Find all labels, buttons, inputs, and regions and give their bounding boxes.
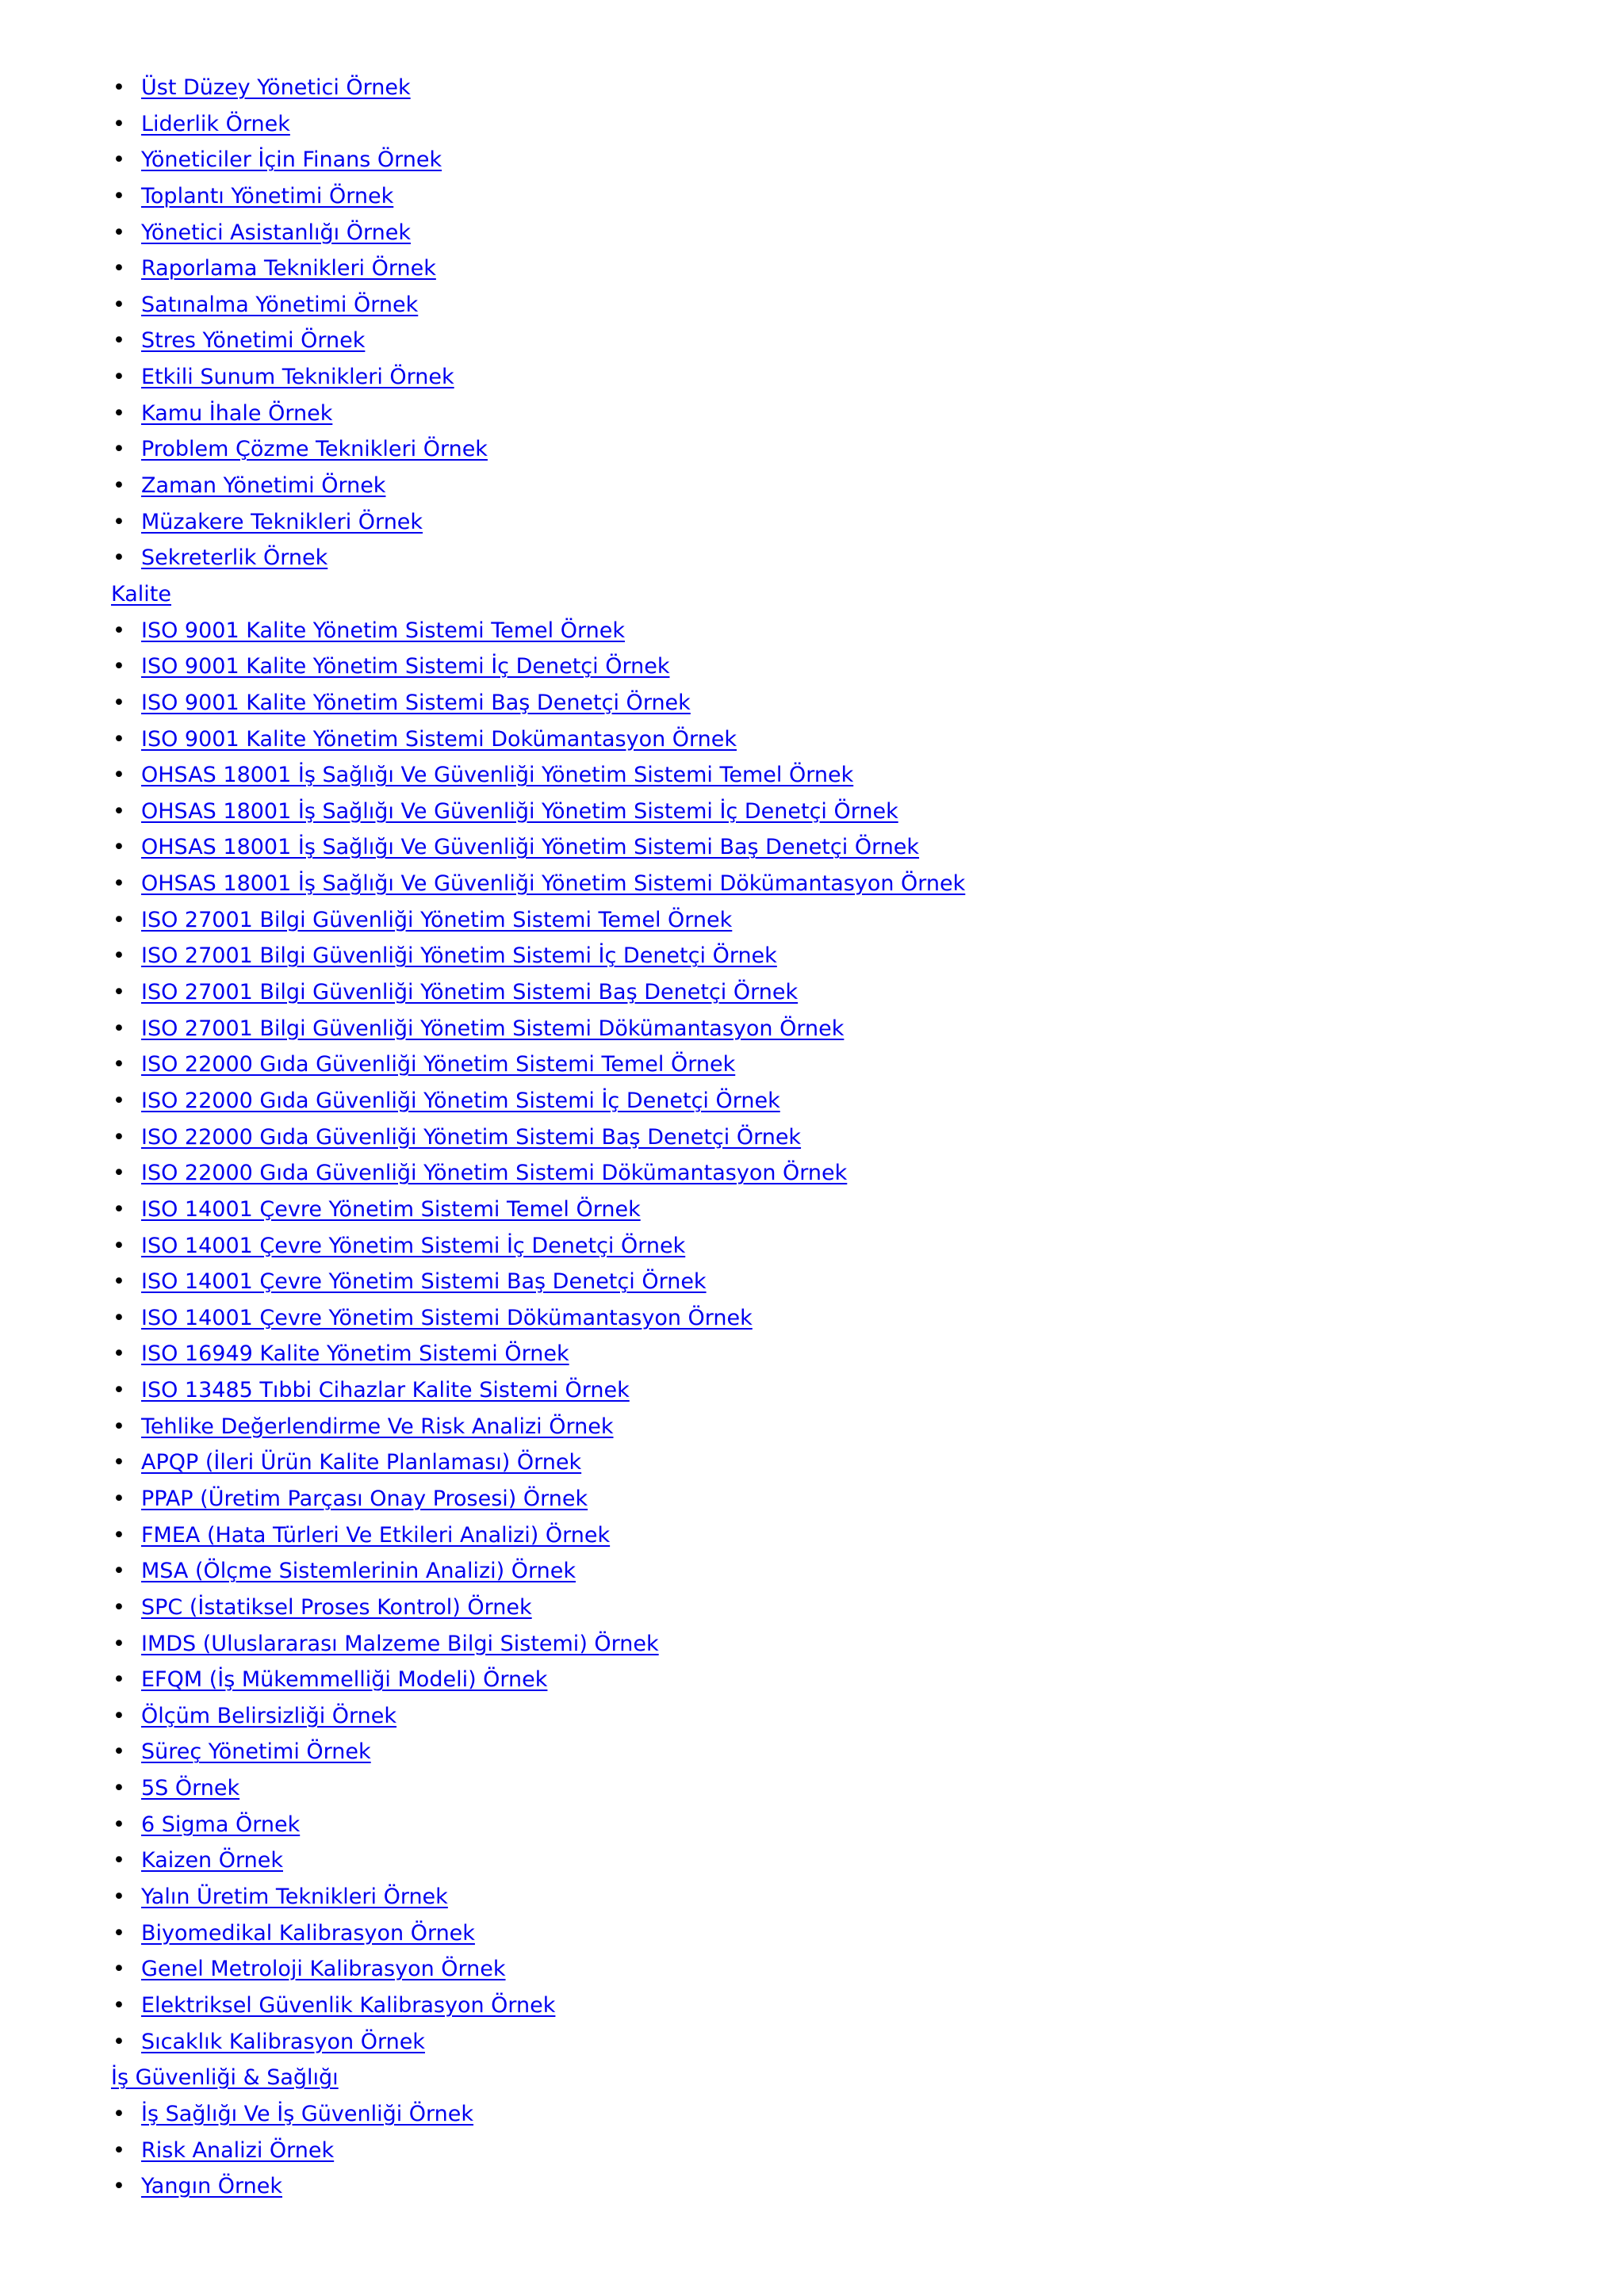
list-item (111, 1951, 1507, 1988)
bullet-icon: • (113, 1992, 125, 2018)
list-item-link[interactable]: 6 Sigma Örnek (141, 1812, 301, 1837)
list-item (111, 142, 1507, 178)
list-item (111, 323, 1507, 359)
bullet-icon: • (113, 1124, 125, 1150)
list-item-link[interactable]: ISO 14001 Çevre Yönetim Sistemi Baş Denetçi Örnek (141, 1269, 707, 1295)
list-item (111, 1662, 1507, 1698)
list-item-link[interactable]: Stres Yönetimi Örnek (141, 328, 366, 354)
bullet-icon: • (113, 835, 125, 860)
bullet-icon: • (113, 618, 125, 643)
list-item (111, 1481, 1507, 1517)
list-item (111, 2096, 1507, 2133)
list-item (111, 1734, 1507, 1770)
bullet-icon: • (113, 473, 125, 499)
list-item-link[interactable]: ISO 14001 Çevre Yönetim Sistemi Dökümantasyon Örnek (141, 1305, 753, 1330)
list-item (111, 938, 1507, 974)
list-item-link[interactable]: Liderlik Örnek (141, 111, 290, 136)
list-item-link[interactable]: ISO 27001 Bilgi Güvenliği Yönetim Sistemi Baş Denetçi Örnek (141, 980, 799, 1005)
list-item-link[interactable]: Sekreterlik Örnek (141, 545, 328, 571)
list-item (111, 396, 1507, 432)
list-item (111, 1698, 1507, 1735)
list-item-link[interactable]: EFQM (İş Mükemmelliği Modeli) Örnek (141, 1667, 548, 1693)
bullet-icon: • (113, 1305, 125, 1330)
bullet-icon: • (113, 1161, 125, 1186)
list-item (111, 794, 1507, 830)
bullet-icon: • (113, 1812, 125, 1837)
list-item (111, 721, 1507, 758)
bullet-icon: • (113, 1703, 125, 1728)
list-item-link[interactable]: ISO 16949 Kalite Yönetim Sistemi Örnek (141, 1341, 569, 1367)
bullet-icon: • (113, 1088, 125, 1113)
bullet-icon: • (113, 1269, 125, 1295)
list-item (111, 540, 1507, 576)
list-item-link[interactable]: Elektriksel Güvenlik Kalibrasyon Örnek (141, 1992, 556, 2018)
bullet-icon: • (113, 1739, 125, 1765)
bullet-icon: • (113, 1341, 125, 1367)
list-item (111, 613, 1507, 649)
list-item (111, 1843, 1507, 1879)
bullet-icon: • (113, 545, 125, 571)
list-item (111, 1119, 1507, 1156)
list-item-link[interactable]: ISO 22000 Gıda Güvenliği Yönetim Sistemi İç Denetçi Örnek (141, 1088, 780, 1113)
list-item-link[interactable]: 5S Örnek (141, 1776, 240, 1801)
bullet-icon: • (113, 1559, 125, 1584)
list-item (111, 1228, 1507, 1265)
section-heading-link-text[interactable]: İş Güvenliği & Sağlığı (111, 2065, 339, 2091)
list-item (111, 1590, 1507, 1626)
list-item-link[interactable]: ISO 9001 Kalite Yönetim Sistemi Baş Denetçi Örnek (141, 690, 691, 715)
list-item-link[interactable]: OHSAS 18001 İş Sağlığı Ve Güvenliği Yönetim Sistemi Temel Örnek (141, 763, 854, 788)
bullet-icon: • (113, 1667, 125, 1693)
list-item (111, 215, 1507, 251)
list-item-link[interactable]: ISO 27001 Bilgi Güvenliği Yönetim Sistemi Temel Örnek (141, 907, 733, 932)
bullet-icon: • (113, 1776, 125, 1801)
list-item (111, 829, 1507, 866)
list-item-link[interactable]: Üst Düzey Yönetici Örnek (141, 75, 411, 100)
bullet-icon: • (113, 220, 125, 245)
list-item-link[interactable]: ISO 9001 Kalite Yönetim Sistemi Temel Örnek (141, 618, 625, 643)
bullet-icon: • (113, 1885, 125, 1910)
list-item (111, 1988, 1507, 2024)
list-item (111, 1264, 1507, 1300)
bullet-icon: • (113, 798, 125, 824)
list-item-link[interactable]: Toplantı Yönetimi Örnek (141, 183, 394, 209)
bullet-icon: • (113, 690, 125, 715)
list-item-link[interactable]: Problem Çözme Teknikleri Örnek (141, 437, 488, 462)
bullet-icon: • (113, 509, 125, 534)
list-item-link[interactable]: OHSAS 18001 İş Sağlığı Ve Güvenliği Yönetim Sistemi Baş Denetçi Örnek (141, 835, 920, 860)
list-item-link[interactable]: ISO 27001 Bilgi Güvenliği Yönetim Sistemi Dökümantasyon Örnek (141, 1016, 845, 1041)
list-item (111, 1372, 1507, 1409)
list-item-link[interactable]: ISO 9001 Kalite Yönetim Sistemi Dokümantasyon Örnek (141, 726, 737, 752)
list-item-link[interactable]: Yöneticiler İçin Finans Örnek (141, 147, 442, 173)
list-item-link[interactable]: SPC (İstatiksel Proses Kontrol) Örnek (141, 1594, 532, 1620)
bullet-icon: • (113, 726, 125, 752)
bullet-icon: • (113, 871, 125, 897)
list-item (111, 106, 1507, 143)
list-item-link[interactable]: İş Sağlığı Ve İş Güvenliği Örnek (141, 2101, 474, 2126)
list-item (111, 431, 1507, 468)
list-item-link[interactable]: Yönetici Asistanlığı Örnek (141, 220, 411, 245)
bullet-icon: • (113, 437, 125, 462)
bullet-icon: • (113, 328, 125, 354)
list-item (111, 649, 1507, 685)
list-item-link[interactable]: ISO 22000 Gıda Güvenliği Yönetim Sistemi Temel Örnek (141, 1052, 736, 1077)
list-item (111, 902, 1507, 939)
list-item (111, 1047, 1507, 1083)
list-item (111, 1553, 1507, 1590)
list-item (111, 757, 1507, 794)
section-heading-link (111, 576, 1507, 613)
list-item-link[interactable]: Biyomedikal Kalibrasyon Örnek (141, 1920, 475, 1946)
list-item-link[interactable]: APQP (İleri Ürün Kalite Planlaması) Örnek (141, 1450, 582, 1475)
bullet-icon: • (113, 2101, 125, 2126)
list-item (111, 1807, 1507, 1843)
bullet-icon: • (113, 1450, 125, 1475)
bullet-icon: • (113, 1378, 125, 1403)
list-item (111, 1770, 1507, 1807)
list-item-link[interactable]: Satınalma Yönetimi Örnek (141, 292, 419, 317)
bullet-icon: • (113, 763, 125, 788)
list-item-link[interactable]: ISO 22000 Gıda Güvenliği Yönetim Sistemi Baş Denetçi Örnek (141, 1124, 802, 1150)
list-item-link[interactable]: Müzakere Teknikleri Örnek (141, 509, 423, 534)
bullet-icon: • (113, 1631, 125, 1656)
list-item-link[interactable]: PPAP (Üretim Parçası Onay Prosesi) Örnek (141, 1486, 588, 1511)
list-item (111, 251, 1507, 287)
bullet-icon: • (113, 2029, 125, 2054)
bullet-icon: • (113, 2137, 125, 2163)
bullet-icon: • (113, 1052, 125, 1077)
list-item-link[interactable]: Süreç Yönetimi Örnek (141, 1739, 371, 1765)
list-item (111, 1083, 1507, 1119)
list-item-link[interactable]: FMEA (Hata Türleri Ve Etkileri Analizi) Örnek (141, 1522, 611, 1548)
bullet-icon: • (113, 1594, 125, 1620)
bullet-icon: • (113, 256, 125, 281)
bullet-icon: • (113, 1414, 125, 1439)
list-item (111, 1879, 1507, 1915)
bullet-icon: • (113, 907, 125, 932)
bullet-icon: • (113, 1920, 125, 1946)
list-item-link[interactable]: Risk Analizi Örnek (141, 2137, 335, 2163)
list-item (111, 1409, 1507, 1445)
list-item-link[interactable]: OHSAS 18001 İş Sağlığı Ve Güvenliği Yönetim Sistemi İç Denetçi Örnek (141, 798, 898, 824)
list-item (111, 974, 1507, 1011)
list-item-link[interactable]: Yalın Üretim Teknikleri Örnek (141, 1885, 448, 1910)
list-item (111, 1192, 1507, 1228)
list-item (111, 2133, 1507, 2169)
list-item-link[interactable]: Ölçüm Belirsizliği Örnek (141, 1703, 397, 1728)
list-item-link[interactable]: ISO 27001 Bilgi Güvenliği Yönetim Sistemi İç Denetçi Örnek (141, 943, 777, 969)
list-item (111, 504, 1507, 541)
bullet-icon: • (113, 183, 125, 209)
list-item (111, 1517, 1507, 1554)
section-heading-link (111, 2060, 1507, 2096)
list-item-link[interactable]: Sıcaklık Kalibrasyon Örnek (141, 2029, 425, 2054)
list-item (111, 1915, 1507, 1952)
list-item-link[interactable]: IMDS (Uluslararası Malzeme Bilgi Sistemi) Örnek (141, 1631, 659, 1656)
list-item (111, 1626, 1507, 1663)
list-item-link[interactable]: ISO 9001 Kalite Yönetim Sistemi İç Denetçi Örnek (141, 654, 670, 679)
list-item-link[interactable]: ISO 14001 Çevre Yönetim Sistemi Temel Örnek (141, 1196, 641, 1222)
bullet-icon: • (113, 75, 125, 100)
list-item (111, 2024, 1507, 2061)
bullet-icon: • (113, 111, 125, 136)
list-item-link[interactable]: Zaman Yönetimi Örnek (141, 473, 386, 499)
list-item (111, 178, 1507, 215)
bullet-icon: • (113, 292, 125, 317)
list-item-link[interactable]: ISO 13485 Tıbbi Cihazlar Kalite Sistemi Örnek (141, 1378, 630, 1403)
list-item-link[interactable]: Kaizen Örnek (141, 1848, 283, 1873)
list-item-link[interactable]: Genel Metroloji Kalibrasyon Örnek (141, 1957, 506, 1982)
list-item (111, 1155, 1507, 1192)
list-item-link[interactable]: Raporlama Teknikleri Örnek (141, 256, 436, 281)
bullet-icon: • (113, 943, 125, 969)
bullet-icon: • (113, 2174, 125, 2199)
bullet-icon: • (113, 654, 125, 679)
list-item (111, 70, 1507, 106)
bullet-icon: • (113, 1016, 125, 1041)
bullet-icon: • (113, 1957, 125, 1982)
list-item (111, 359, 1507, 396)
list-item-link[interactable]: Kamu İhale Örnek (141, 400, 333, 426)
bullet-icon: • (113, 1522, 125, 1548)
list-item (111, 1011, 1507, 1047)
link-list (111, 70, 1507, 2205)
list-item (111, 287, 1507, 323)
list-item (111, 1445, 1507, 1481)
bullet-icon: • (113, 1196, 125, 1222)
list-item (111, 866, 1507, 902)
list-item-link[interactable]: Tehlike Değerlendirme Ve Risk Analizi Örnek (141, 1414, 614, 1439)
list-item (111, 2168, 1507, 2205)
list-item-link[interactable]: OHSAS 18001 İş Sağlığı Ve Güvenliği Yönetim Sistemi Dökümantasyon Örnek (141, 871, 966, 897)
list-item-link[interactable]: ISO 22000 Gıda Güvenliği Yönetim Sistemi Dökümantasyon Örnek (141, 1161, 848, 1186)
list-item (111, 1336, 1507, 1372)
list-item (111, 1300, 1507, 1337)
bullet-icon: • (113, 1848, 125, 1873)
bullet-icon: • (113, 147, 125, 173)
list-item (111, 468, 1507, 504)
list-item-link[interactable]: Etkili Sunum Teknikleri Örnek (141, 365, 454, 390)
bullet-icon: • (113, 980, 125, 1005)
bullet-icon: • (113, 365, 125, 390)
section-heading-link-text[interactable]: Kalite (111, 581, 171, 607)
list-item-link[interactable]: MSA (Ölçme Sistemlerinin Analizi) Örnek (141, 1559, 576, 1584)
list-item-link[interactable]: Yangın Örnek (141, 2174, 283, 2199)
list-item (111, 685, 1507, 721)
bullet-icon: • (113, 400, 125, 426)
bullet-icon: • (113, 1233, 125, 1258)
bullet-icon: • (113, 1486, 125, 1511)
list-item-link[interactable]: ISO 14001 Çevre Yönetim Sistemi İç Denetçi Örnek (141, 1233, 686, 1258)
